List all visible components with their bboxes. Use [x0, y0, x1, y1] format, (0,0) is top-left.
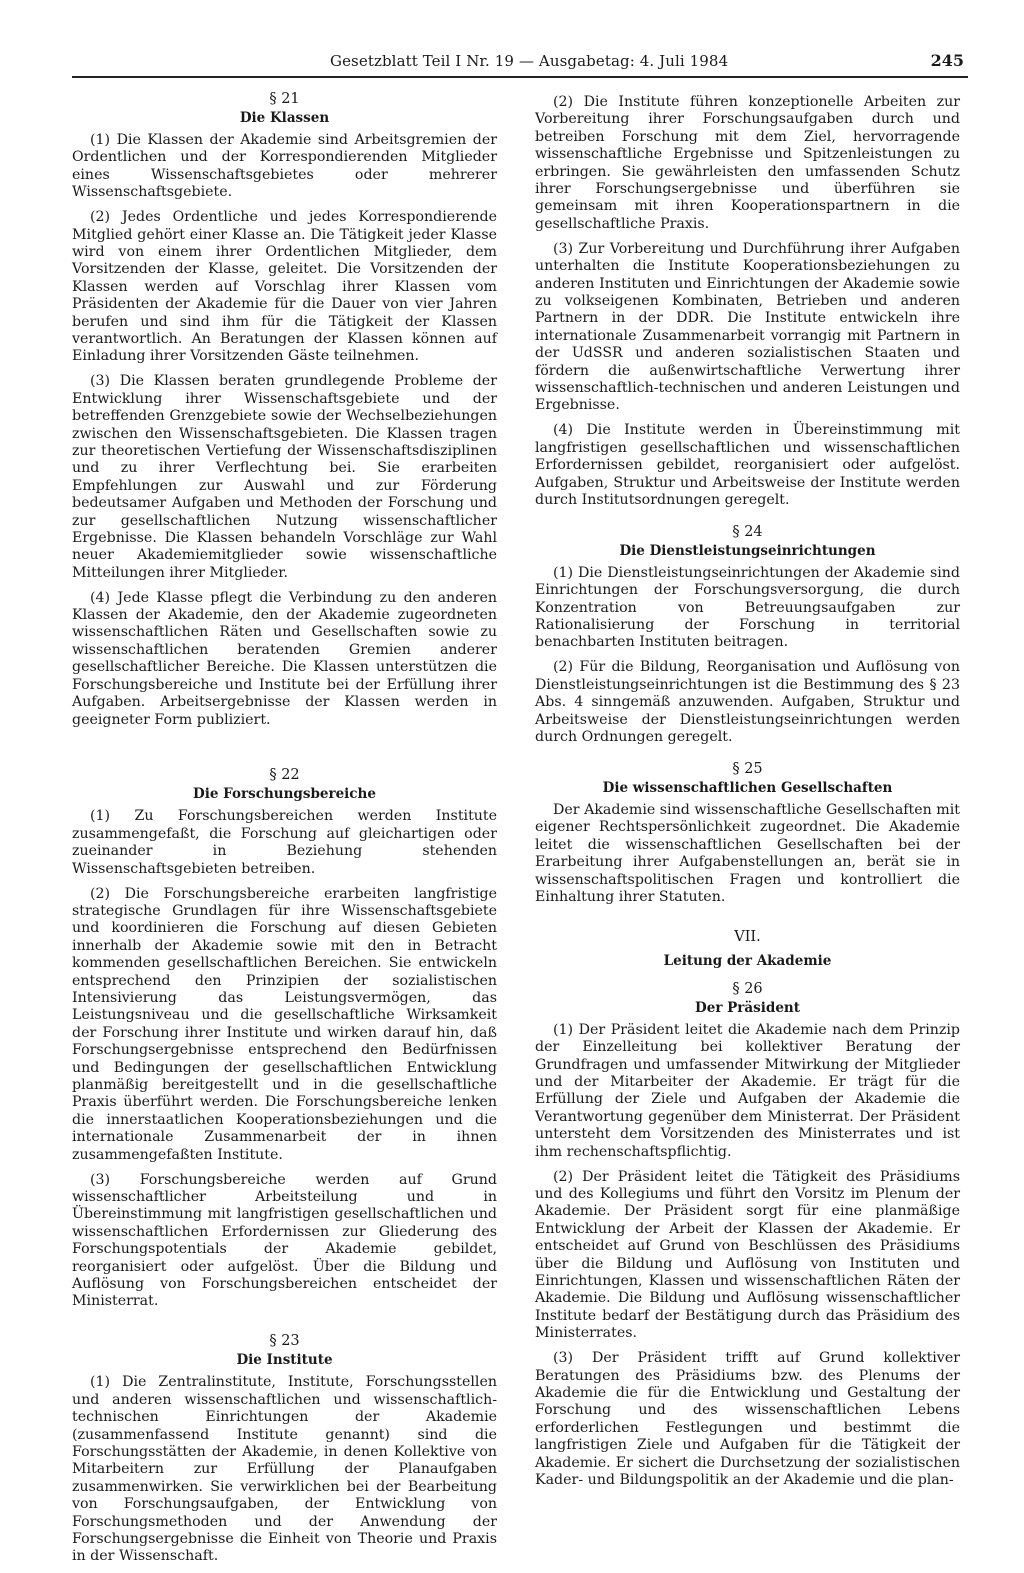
- part-7-title: Leitung der Akademie: [663, 952, 832, 969]
- section-24-paragraph-2: (2) Für die Bildung, Reorganisation und Auflösung von Dienstleistungseinrichtungen ist die Bestimmung des § 23 Abs. 4 sinngemäß anzuwenden. Aufgaben, Struktur und Arbeitsweise der Dienstleistungseinrichtungen werden durch Ordnungen geregelt.: [535, 659, 960, 745]
- section-21-number: § 21: [269, 91, 300, 107]
- section-22-number: § 22: [269, 767, 300, 784]
- section-23-paragraph-2: (2) Die Institute führen konzeptionelle Arbeiten zur Vorbereitung ihrer Forschungsaufgaben durch und betreiben Forschung mit dem Ziel, hervorragende wissenschaftliche Ergebnisse und Spitzenleistungen zu erbringen. Sie gewährleisten den umfassenden Schutz ihrer Forschungsergebnisse und überführen sie gemeinsam mit ihren Kooperationspartnern in die gesellschaftliche Praxis.: [535, 94, 960, 232]
- section-23-number: § 23: [269, 1333, 300, 1350]
- section-25-paragraph-1: Der Akademie sind wissenschaftliche Gesellschaften mit eigener Rechtspersönlichkeit zugeordnet. Die Akademie leitet die wissenschaftlichen Gesellschaften bei der Erarbeitung ihrer Aufgabenstellungen an, berät sie in wissenschaftspolitischen Fragen und kontrolliert die Einhaltung ihrer Statuten.: [535, 801, 960, 905]
- section-23-paragraph-1: (1) Die Zentralinstitute, Institute, Forschungsstellen und anderen wissenschaftlichen und wissenschaftlich-technischen Einrichtungen der Akademie (zusammenfassend Institute genannt) sind die Forschungsstätten der Akademie, in denen Kollektive von Mitarbeitern zur Erfüllung der Planaufgaben zusammenwirken. Sie verwirklichen bei der Bearbeitung von Forschungsaufgaben, der Entwicklung von Forschungsmethoden und der Anwendung der Forschungsergebnisse die Einheit von Theorie und Praxis in der Wissenschaft.: [72, 1374, 497, 1565]
- section-24-paragraph-1: (1) Die Dienstleistungseinrichtungen der Akademie sind Einrichtungen der Forschungsversorgung, die durch Konzentration von Betreuungsaufgaben zur Rationalisierung der Forschung in territorial benachbarten Instituten beitragen.: [535, 564, 960, 651]
- section-26-paragraph-3: (3) Der Präsident trifft auf Grund kollektiver Beratungen des Präsidiums bzw. des Plenums der Akademie die für die Entwicklung und Gestaltung der Forschung und des wissenschaftlichen Lebens erforderlichen Festlegungen und bestimmt die langfristigen Ziele und Aufgaben für die Tätigkeit der Akademie. Er sichert die Durchsetzung der sozialistischen Kader- und Bildungspolitik an der Akademie und die plan-: [535, 1350, 960, 1488]
- section-21-paragraph-4: (4) Jede Klasse pflegt die Verbindung zu den anderen Klassen der Akademie, den der Akademie zugeordneten wissenschaftlichen Räten und Gesellschaften sowie zu wissenschaftlichen beratenden Gremien anderer gesellschaftlicher Bereiche. Die Klassen unterstützen die Forschungsbereiche und Institute bei der Erfüllung ihrer Aufgaben. Arbeitsergebnisse der Klassen werden in geeigneter Form publiziert.: [72, 589, 497, 728]
- section-22-paragraph-2: (2) Die Forschungsbereiche erarbeiten langfristige strategische Grundlagen für ihre Wissenschaftsgebiete und koordinieren die Forschung auf diesen Gebieten innerhalb der Akademie sowie mit den in Betracht kommenden gesellschaftlichen Bereichen. Sie entwickeln entsprechend den Prinzipien der sozialistischen Intensivierung das Leistungsvermögen, das Leistungsniveau und die gesellschaftliche Wirksamkeit der Forschung ihrer Institute und wirken darauf hin, daß Forschungsergebnisse entsprechend den Bedürfnissen und Bedingungen der gesellschaftlichen Entwicklung planmäßig bereitgestellt und in die gesellschaftliche Praxis überführt werden. Die Forschungsbereiche lenken die innerstaatlichen Kooperationsbeziehungen und die internationale Zusammenarbeit der in ihnen zusammengefaßten Institute.: [72, 885, 497, 1163]
- section-26-paragraph-2: (2) Der Präsident leitet die Tätigkeit des Präsidiums und des Kollegiums und führt den Vorsitz im Plenum der Akademie. Der Präsident sorgt für eine planmäßige Entwicklung der Arbeit der Klassen der Akademie. Er entscheidet auf Grund von Beschlüssen des Präsidiums über die Bildung und Auflösung von Instituten und Einrichtungen, Klassen und wissenschaftlichen Räten der Akademie. Die Bildung und Auflösung wissenschaftlicher Institute bedarf der Bestätigung durch das Präsidium des Ministerrates.: [535, 1168, 960, 1342]
- page-header: [72, 52, 968, 78]
- section-21-paragraph-2: (2) Jedes Ordentliche und jedes Korrespondierende Mitglied gehört einer Klasse an. Die Tätigkeit jeder Klasse wird von einem ihrer Ordentlichen Mitglieder, dem Vorsitzenden der Klasse, geleitet. Die Vorsitzenden der Klassen werden auf Vorschlag ihrer Klassen vom Präsidenten der Akademie für die Dauer von vier Jahren berufen und sind ihm für die Tätigkeit der Klassen verantwortlich. An Beratungen der Klassen können auf Einladung ihrer Vorsitzenden Gäste teilnehmen.: [72, 209, 497, 365]
- section-25-title: Die wissenschaftlichen Gesellschaften: [602, 779, 893, 796]
- section-21-paragraph-3: (3) Die Klassen beraten grundlegende Probleme der Entwicklung ihrer Wissenschaftsgebiete und der betreffenden Grenzgebiete sowie der Wechselbeziehungen zwischen den Wissenschaftsgebieten. Die Klassen tragen zur theoretischen Vertiefung der Wissenschaftsdisziplinen und zu ihrer Verflechtung bei. Sie erarbeiten Empfehlungen zur Auswahl und zur Förderung bedeutsamer Aufgaben und Methoden der Forschung und zur gesellschaftlichen Nutzung wissenschaftlicher Ergebnisse. Die Klassen behandeln Vorschläge zur Wahl neuer Akademiemitglieder sowie wissenschaftliche Mitteilungen ihrer Mitglieder.: [72, 373, 497, 581]
- right-column: [535, 94, 960, 1497]
- section-24-title: Die Dienstleistungseinrichtungen: [619, 542, 876, 559]
- header-title: Gesetzblatt Teil I Nr. 19 — Ausgabetag: 4. Juli 1984: [330, 52, 729, 70]
- section-23-paragraph-4: (4) Die Institute werden in Übereinstimmung mit langfristigen gesellschaftlichen und wissenschaftlichen Erfordernissen gebildet, reorganisiert oder aufgelöst. Aufgaben, Struktur und Arbeitsweise der Institute werden durch Institutsordnungen geregelt.: [535, 422, 960, 508]
- left-column: [72, 90, 497, 1573]
- section-23-title: Die Institute: [236, 1352, 333, 1369]
- section-24-number: § 24: [732, 523, 763, 540]
- part-7-number: VII.: [734, 928, 761, 945]
- section-21-title: Die Klassen: [239, 110, 330, 126]
- section-21-paragraph-1: (1) Die Klassen der Akademie sind Arbeitsgremien der Ordentlichen und der Korrespondierenden Mitglieder eines Wissenschaftsgebietes oder mehrerer Wissenschaftsgebiete.: [72, 132, 497, 201]
- page-number: 245: [930, 51, 964, 70]
- section-25-number: § 25: [732, 760, 763, 777]
- section-26-number: § 26: [732, 980, 763, 997]
- section-23-paragraph-3: (3) Zur Vorbereitung und Durchführung ihrer Aufgaben unterhalten die Institute Kooperationsbeziehungen zu anderen Instituten und Einrichtungen der Akademie sowie zu volkseigenen Kombinaten, Betrieben und anderen Partnern in der DDR. Die Institute entwickeln ihre internationale Zusammenarbeit vorrangig mit Partnern in der UdSSR und anderen sozialistischen Staaten und fördern die außenwirtschaftliche Verwertung ihrer wissenschaftlich-technischen und anderen Leistungen und Ergebnisse.: [535, 240, 960, 414]
- section-26-paragraph-1: (1) Der Präsident leitet die Akademie nach dem Prinzip der Einzelleitung bei kollektiver Beratung der Grundfragen und umfassender Mitwirkung der Mitglieder und der Mitarbeiter der Akademie. Er trägt für die Erfüllung der Ziele und Aufgaben der Akademie die Verantwortung gegenüber dem Ministerrat. Der Präsident untersteht dem Vorsitzenden des Ministerrates und ist ihm rechenschaftspflichtig.: [535, 1021, 960, 1160]
- section-22-title: Die Forschungsbereiche: [193, 786, 376, 803]
- section-22-paragraph-1: (1) Zu Forschungsbereichen werden Institute zusammengefaßt, die Forschung auf gleichartigen oder zueinander in Beziehung stehenden Wissenschaftsgebieten betreiben.: [72, 808, 497, 877]
- section-26-title: Der Präsident: [695, 999, 800, 1016]
- section-22-paragraph-3: (3) Forschungsbereiche werden auf Grund wissenschaftlicher Arbeitsteilung und in Übereinstimmung mit langfristigen gesellschaftlichen und wissenschaftlichen Erfordernissen zur Gliederung des Forschungspotentials der Akademie gebildet, reorganisiert oder aufgelöst. Über die Bildung und Auflösung von Forschungsbereichen entscheidet der Ministerrat.: [72, 1171, 497, 1310]
